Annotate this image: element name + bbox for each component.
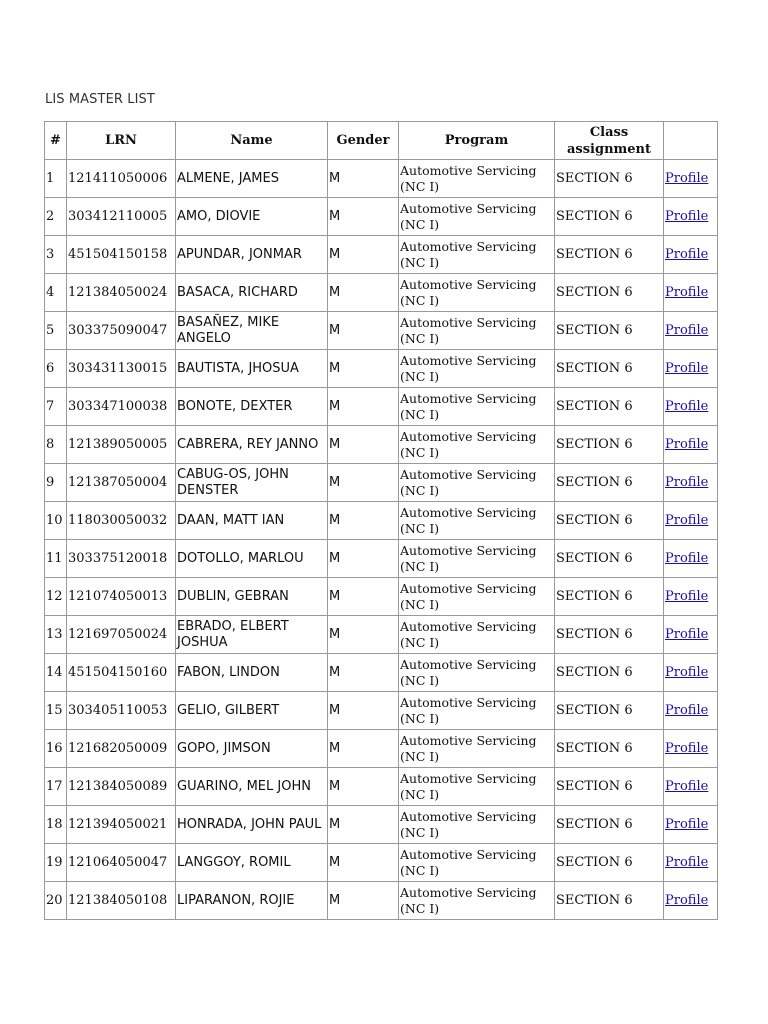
row-name: FABON, LINDON — [176, 654, 328, 692]
row-class-assignment: SECTION 6 — [555, 882, 664, 920]
table-row — [45, 502, 718, 540]
row-action-cell — [664, 160, 718, 198]
row-name: BONOTE, DEXTER — [176, 388, 328, 426]
row-program: Automotive Servicing (NC I) — [399, 578, 555, 616]
table-row — [45, 806, 718, 844]
row-lrn: 303375120018 — [67, 540, 176, 578]
row-action-cell — [664, 198, 718, 236]
row-action-cell — [664, 426, 718, 464]
row-name: GUARINO, MEL JOHN — [176, 768, 328, 806]
row-lrn: 303347100038 — [67, 388, 176, 426]
row-class-assignment: SECTION 6 — [555, 844, 664, 882]
row-gender: M — [328, 388, 399, 426]
table-header-row — [45, 122, 718, 160]
profile-link[interactable]: Profile — [665, 702, 709, 718]
row-class-assignment: SECTION 6 — [555, 198, 664, 236]
row-class-assignment: SECTION 6 — [555, 388, 664, 426]
profile-link[interactable]: Profile — [665, 816, 709, 832]
table-body — [45, 160, 718, 920]
row-lrn: 121384050089 — [67, 768, 176, 806]
row-program: Automotive Servicing (NC I) — [399, 844, 555, 882]
row-action-cell — [664, 502, 718, 540]
column-header-class-assignment: Class assignment — [555, 122, 664, 160]
row-lrn: 121697050024 — [67, 616, 176, 654]
row-name: DUBLIN, GEBRAN — [176, 578, 328, 616]
row-gender: M — [328, 160, 399, 198]
row-class-assignment: SECTION 6 — [555, 350, 664, 388]
row-action-cell — [664, 274, 718, 312]
row-class-assignment: SECTION 6 — [555, 236, 664, 274]
row-class-assignment: SECTION 6 — [555, 654, 664, 692]
table-row — [45, 236, 718, 274]
row-gender: M — [328, 312, 399, 350]
row-action-cell — [664, 844, 718, 882]
row-action-cell — [664, 616, 718, 654]
row-name: AMO, DIOVIE — [176, 198, 328, 236]
row-program: Automotive Servicing (NC I) — [399, 768, 555, 806]
row-program: Automotive Servicing (NC I) — [399, 464, 555, 502]
row-lrn: 121682050009 — [67, 730, 176, 768]
row-lrn: 121074050013 — [67, 578, 176, 616]
row-number: 9 — [45, 464, 67, 502]
row-lrn: 303431130015 — [67, 350, 176, 388]
table-row — [45, 388, 718, 426]
row-lrn: 121384050108 — [67, 882, 176, 920]
row-name: ALMENE, JAMES — [176, 160, 328, 198]
row-name: HONRADA, JOHN PAUL — [176, 806, 328, 844]
row-program: Automotive Servicing (NC I) — [399, 198, 555, 236]
row-gender: M — [328, 844, 399, 882]
row-action-cell — [664, 730, 718, 768]
table-row — [45, 844, 718, 882]
row-lrn: 303405110053 — [67, 692, 176, 730]
profile-link[interactable]: Profile — [665, 778, 709, 794]
row-action-cell — [664, 692, 718, 730]
row-name: BASAÑEZ, MIKE ANGELO — [176, 312, 328, 350]
row-program: Automotive Servicing (NC I) — [399, 312, 555, 350]
row-action-cell — [664, 540, 718, 578]
table-row — [45, 350, 718, 388]
profile-link[interactable]: Profile — [665, 740, 709, 756]
column-header-action — [664, 122, 718, 160]
row-class-assignment: SECTION 6 — [555, 502, 664, 540]
row-gender: M — [328, 654, 399, 692]
column-header-lrn: LRN — [67, 122, 176, 160]
row-name: BASACA, RICHARD — [176, 274, 328, 312]
table-row — [45, 160, 718, 198]
row-gender: M — [328, 692, 399, 730]
row-program: Automotive Servicing (NC I) — [399, 274, 555, 312]
row-gender: M — [328, 578, 399, 616]
row-program: Automotive Servicing (NC I) — [399, 730, 555, 768]
table-row — [45, 692, 718, 730]
row-name: CABRERA, REY JANNO — [176, 426, 328, 464]
row-name: LIPARANON, ROJIE — [176, 882, 328, 920]
table-row — [45, 882, 718, 920]
row-program: Automotive Servicing (NC I) — [399, 692, 555, 730]
profile-link[interactable]: Profile — [665, 512, 709, 528]
row-class-assignment: SECTION 6 — [555, 578, 664, 616]
table-row — [45, 578, 718, 616]
row-action-cell — [664, 806, 718, 844]
row-lrn: 303412110005 — [67, 198, 176, 236]
row-program: Automotive Servicing (NC I) — [399, 426, 555, 464]
row-number: 19 — [45, 844, 67, 882]
profile-link[interactable]: Profile — [665, 664, 709, 680]
column-header-name: Name — [176, 122, 328, 160]
profile-link[interactable]: Profile — [665, 550, 709, 566]
row-number: 11 — [45, 540, 67, 578]
row-class-assignment: SECTION 6 — [555, 616, 664, 654]
row-number: 4 — [45, 274, 67, 312]
row-lrn: 121384050024 — [67, 274, 176, 312]
row-gender: M — [328, 502, 399, 540]
row-number: 14 — [45, 654, 67, 692]
row-program: Automotive Servicing (NC I) — [399, 160, 555, 198]
profile-link[interactable]: Profile — [665, 436, 709, 452]
row-lrn: 121411050006 — [67, 160, 176, 198]
profile-link[interactable]: Profile — [665, 360, 709, 376]
row-action-cell — [664, 882, 718, 920]
row-number: 6 — [45, 350, 67, 388]
row-program: Automotive Servicing (NC I) — [399, 540, 555, 578]
table-row — [45, 616, 718, 654]
row-class-assignment: SECTION 6 — [555, 426, 664, 464]
row-lrn: 121389050005 — [67, 426, 176, 464]
row-class-assignment: SECTION 6 — [555, 806, 664, 844]
row-number: 5 — [45, 312, 67, 350]
row-number: 12 — [45, 578, 67, 616]
row-name: EBRADO, ELBERT JOSHUA — [176, 616, 328, 654]
row-number: 7 — [45, 388, 67, 426]
table-row — [45, 426, 718, 464]
row-action-cell — [664, 388, 718, 426]
table-row — [45, 540, 718, 578]
profile-link[interactable]: Profile — [665, 854, 709, 870]
profile-link[interactable]: Profile — [665, 322, 709, 338]
row-program: Automotive Servicing (NC I) — [399, 654, 555, 692]
row-name: APUNDAR, JONMAR — [176, 236, 328, 274]
profile-link[interactable]: Profile — [665, 892, 709, 908]
row-lrn: 451504150160 — [67, 654, 176, 692]
profile-link[interactable]: Profile — [665, 170, 709, 186]
master-list-table — [44, 121, 718, 920]
table-row — [45, 768, 718, 806]
row-gender: M — [328, 426, 399, 464]
row-action-cell — [664, 236, 718, 274]
table-row — [45, 654, 718, 692]
row-lrn: 451504150158 — [67, 236, 176, 274]
row-gender: M — [328, 730, 399, 768]
row-class-assignment: SECTION 6 — [555, 540, 664, 578]
row-gender: M — [328, 540, 399, 578]
table-row — [45, 198, 718, 236]
row-lrn: 118030050032 — [67, 502, 176, 540]
table-row — [45, 274, 718, 312]
row-name: CABUG-OS, JOHN DENSTER — [176, 464, 328, 502]
row-number: 2 — [45, 198, 67, 236]
row-lrn: 121394050021 — [67, 806, 176, 844]
row-number: 1 — [45, 160, 67, 198]
row-name: DOTOLLO, MARLOU — [176, 540, 328, 578]
row-action-cell — [664, 768, 718, 806]
row-program: Automotive Servicing (NC I) — [399, 236, 555, 274]
row-action-cell — [664, 350, 718, 388]
row-action-cell — [664, 464, 718, 502]
profile-link[interactable]: Profile — [665, 398, 709, 414]
row-lrn: 303375090047 — [67, 312, 176, 350]
row-class-assignment: SECTION 6 — [555, 768, 664, 806]
row-gender: M — [328, 274, 399, 312]
row-action-cell — [664, 578, 718, 616]
row-gender: M — [328, 198, 399, 236]
row-name: BAUTISTA, JHOSUA — [176, 350, 328, 388]
profile-link[interactable]: Profile — [665, 474, 709, 490]
column-header-gender: Gender — [328, 122, 399, 160]
profile-link[interactable]: Profile — [665, 284, 709, 300]
row-lrn: 121387050004 — [67, 464, 176, 502]
row-name: LANGGOY, ROMIL — [176, 844, 328, 882]
row-program: Automotive Servicing (NC I) — [399, 502, 555, 540]
profile-link[interactable]: Profile — [665, 626, 709, 642]
row-gender: M — [328, 464, 399, 502]
row-class-assignment: SECTION 6 — [555, 730, 664, 768]
row-gender: M — [328, 882, 399, 920]
row-class-assignment: SECTION 6 — [555, 464, 664, 502]
row-gender: M — [328, 806, 399, 844]
row-action-cell — [664, 654, 718, 692]
row-action-cell — [664, 312, 718, 350]
page-title: LIS MASTER LIST — [45, 92, 155, 107]
profile-link[interactable]: Profile — [665, 208, 709, 224]
row-name: DAAN, MATT IAN — [176, 502, 328, 540]
row-class-assignment: SECTION 6 — [555, 160, 664, 198]
row-program: Automotive Servicing (NC I) — [399, 882, 555, 920]
row-class-assignment: SECTION 6 — [555, 274, 664, 312]
row-gender: M — [328, 768, 399, 806]
row-number: 17 — [45, 768, 67, 806]
table-row — [45, 464, 718, 502]
row-number: 8 — [45, 426, 67, 464]
row-class-assignment: SECTION 6 — [555, 312, 664, 350]
row-number: 3 — [45, 236, 67, 274]
row-gender: M — [328, 616, 399, 654]
column-header-program: Program — [399, 122, 555, 160]
column-header-number: # — [45, 122, 67, 160]
row-number: 13 — [45, 616, 67, 654]
row-number: 10 — [45, 502, 67, 540]
row-program: Automotive Servicing (NC I) — [399, 806, 555, 844]
row-number: 15 — [45, 692, 67, 730]
row-number: 18 — [45, 806, 67, 844]
row-lrn: 121064050047 — [67, 844, 176, 882]
profile-link[interactable]: Profile — [665, 588, 709, 604]
row-number: 20 — [45, 882, 67, 920]
row-program: Automotive Servicing (NC I) — [399, 616, 555, 654]
row-program: Automotive Servicing (NC I) — [399, 388, 555, 426]
row-gender: M — [328, 236, 399, 274]
profile-link[interactable]: Profile — [665, 246, 709, 262]
row-class-assignment: SECTION 6 — [555, 692, 664, 730]
table-row — [45, 312, 718, 350]
row-gender: M — [328, 350, 399, 388]
row-name: GELIO, GILBERT — [176, 692, 328, 730]
table-row — [45, 730, 718, 768]
row-number: 16 — [45, 730, 67, 768]
row-name: GOPO, JIMSON — [176, 730, 328, 768]
row-program: Automotive Servicing (NC I) — [399, 350, 555, 388]
